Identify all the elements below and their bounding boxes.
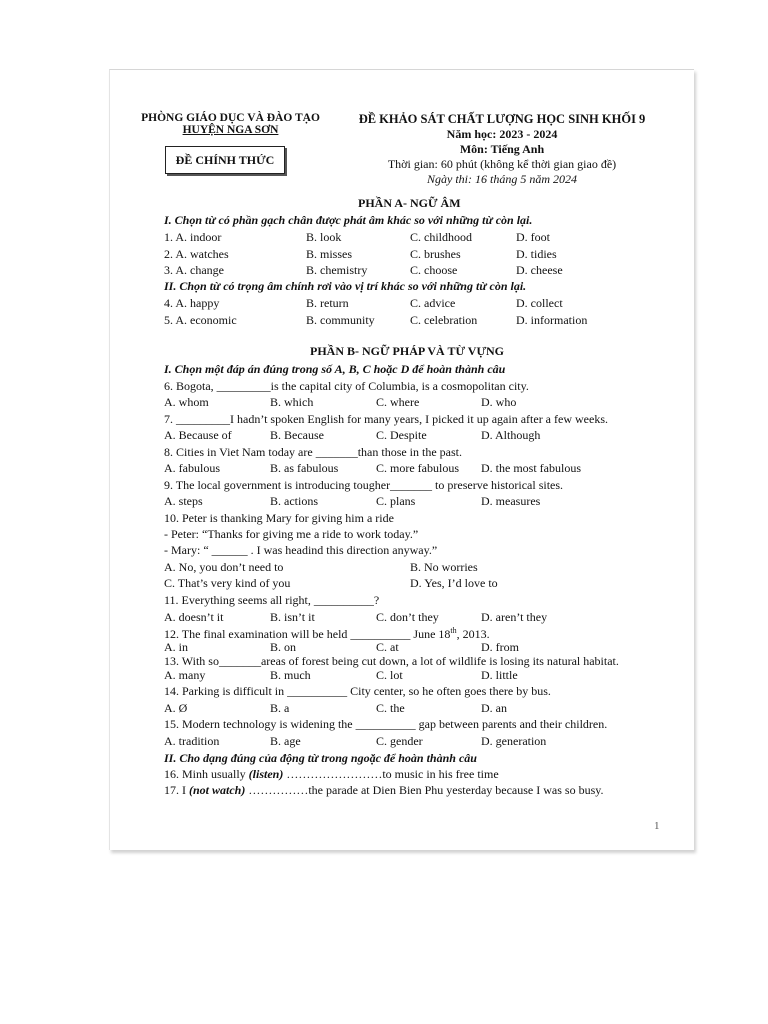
q14-option-b: B. a: [270, 701, 290, 715]
q6-option-c: C. where: [376, 395, 420, 409]
q11-option-d: D. aren’t they: [481, 610, 548, 624]
part-b-title: PHẦN B- NGỮ PHÁP VÀ TỪ VỰNG: [310, 344, 504, 358]
q10-option-d: D. Yes, I’d love to: [410, 576, 498, 590]
q14-option-c: C. the: [376, 701, 405, 715]
q15-option-c: C. gender: [376, 734, 423, 748]
question-11: 11. Everything seems all right, __________?: [164, 593, 380, 607]
q12-option-c: C. at: [376, 640, 399, 654]
question-17-blank: ……………the parade at Dien Bien Phu yesterday because I was so busy.: [245, 783, 604, 797]
question-6: 6. Bogota, _________is the capital city of Columbia, is a cosmopolitan city.: [164, 379, 529, 393]
school-year: Năm học: 2023 - 2024: [446, 127, 558, 141]
q5-option-a: 5. A. economic: [164, 313, 237, 327]
q11-option-c: C. don’t they: [376, 610, 439, 624]
exam-page: [109, 69, 694, 850]
question-17-text: 17. I: [164, 783, 189, 797]
q7-option-d: D. Although: [481, 428, 541, 442]
question-14: 14. Parking is difficult in __________ City center, so he often goes there by bus.: [164, 684, 551, 698]
question-16-text: 16. Minh usually: [164, 767, 249, 781]
question-17: [164, 783, 603, 798]
q13-option-b: B. much: [270, 668, 311, 682]
question-12-year: , 2013.: [456, 627, 490, 641]
page-number: 1: [654, 820, 660, 832]
q10-option-b: B. No worries: [410, 560, 478, 574]
q2-option-c: C. brushes: [410, 247, 461, 261]
q5-option-c: C. celebration: [410, 313, 478, 327]
question-16-blank: ……………………to music in his free time: [283, 767, 499, 781]
official-label: ĐỀ CHÍNH THỨC: [175, 152, 275, 167]
part-a-title: PHẦN A- NGỮ ÂM: [358, 196, 461, 210]
q1-option-b: B. look: [306, 230, 342, 244]
q4-option-b: B. return: [306, 296, 349, 310]
part-a-instruction-1: I. Chọn từ có phần gạch chân được phát âm khác so với những từ còn lại.: [164, 213, 533, 227]
department-line-1: PHÒNG GIÁO DỤC VÀ ĐÀO TẠO: [141, 112, 320, 124]
q6-option-d: D. who: [481, 395, 517, 409]
q7-option-c: C. Despite: [376, 428, 427, 442]
q1-option-d: D. foot: [516, 230, 550, 244]
q12-option-b: B. on: [270, 640, 297, 654]
q9-option-a: A. steps: [164, 494, 203, 508]
part-b-instruction-1: I. Chọn một đáp án đúng trong số A, B, C hoặc D để hoàn thành câu: [164, 362, 506, 376]
q14-option-d: D. an: [481, 701, 507, 715]
q15-option-b: B. age: [270, 734, 301, 748]
q8-option-b: B. as fabulous: [270, 461, 339, 475]
subject: Môn: Tiếng Anh: [459, 142, 545, 156]
q6-option-b: B. which: [270, 395, 314, 409]
question-13: 13. With so_______areas of forest being cut down, a lot of wildlife is losing its natural habitat.: [164, 654, 619, 668]
q12-option-a: A. in: [164, 640, 188, 654]
question-12-text: 12. The final examination will be held __________ June 18: [164, 627, 451, 641]
q10-option-c: C. That’s very kind of you: [164, 576, 291, 590]
q2-option-b: B. misses: [306, 247, 353, 261]
q5-option-b: B. community: [306, 313, 375, 327]
q3-option-b: B. chemistry: [306, 263, 368, 277]
question-16-verb: (listen): [248, 767, 284, 781]
exam-title: ĐỀ KHẢO SÁT CHẤT LƯỢNG HỌC SINH KHỐI 9: [358, 112, 646, 126]
exam-header: [342, 112, 662, 187]
q2-option-a: 2. A. watches: [164, 247, 229, 261]
q14-option-a: A. Ø: [164, 701, 188, 715]
q8-option-c: C. more fabulous: [376, 461, 459, 475]
q13-option-c: C. lot: [376, 668, 403, 682]
department-name: [138, 112, 323, 136]
question-10-peter-line: - Peter: “Thanks for giving me a ride to work today.”: [164, 527, 419, 541]
question-9: 9. The local government is introducing tougher_______ to preserve historical sites.: [164, 478, 564, 492]
q4-option-d: D. collect: [516, 296, 563, 310]
q3-option-d: D. cheese: [516, 263, 563, 277]
q10-option-a: A. No, you don’t need to: [164, 560, 284, 574]
q1-option-c: C. childhood: [410, 230, 472, 244]
q8-option-d: D. the most fabulous: [481, 461, 581, 475]
q4-option-a: 4. A. happy: [164, 296, 220, 310]
q13-option-d: D. little: [481, 668, 518, 682]
q5-option-d: D. information: [516, 313, 588, 327]
question-17-verb: (not watch): [189, 783, 246, 797]
question-12: [164, 626, 490, 642]
q12-option-d: D. from: [481, 640, 519, 654]
q9-option-b: B. actions: [270, 494, 318, 508]
q9-option-d: D. measures: [481, 494, 541, 508]
q2-option-d: D. tidies: [516, 247, 557, 261]
q8-option-a: A. fabulous: [164, 461, 220, 475]
q3-option-a: 3. A. change: [164, 263, 224, 277]
part-a-instruction-2: II. Chọn từ có trọng âm chính rơi vào vị trí khác so với những từ còn lại.: [164, 279, 527, 293]
q11-option-b: B. isn’t it: [270, 610, 315, 624]
q1-option-a: 1. A. indoor: [164, 230, 222, 244]
q7-option-a: A. Because of: [164, 428, 232, 442]
question-10-mary-line: - Mary: “ ______ . I was headind this direction anyway.”: [164, 543, 438, 557]
q7-option-b: B. Because: [270, 428, 324, 442]
part-b-instruction-2: II. Cho dạng đúng của động từ trong ngoặc để hoàn thành câu: [164, 751, 477, 765]
q13-option-a: A. many: [164, 668, 206, 682]
question-12-superscript: th: [450, 626, 457, 635]
q15-option-a: A. tradition: [164, 734, 220, 748]
q15-option-d: D. generation: [481, 734, 547, 748]
exam-time: Thời gian: 60 phút (không kể thời gian giao đề): [387, 157, 617, 171]
exam-date: Ngày thi: 16 tháng 5 năm 2024: [427, 172, 577, 186]
question-16: [164, 767, 499, 782]
q6-option-a: A. whom: [164, 395, 209, 409]
official-exam-box: [165, 146, 285, 174]
q11-option-a: A. doesn’t it: [164, 610, 224, 624]
department-line-2: HUYỆN NGA SƠN: [182, 124, 279, 136]
question-8: 8. Cities in Viet Nam today are _______than those in the past.: [164, 445, 463, 459]
q9-option-c: C. plans: [376, 494, 416, 508]
q3-option-c: C. choose: [410, 263, 458, 277]
question-7: 7. _________I hadn’t spoken English for many years, I picked it up again after a few weeks.: [164, 412, 608, 426]
question-15: 15. Modern technology is widening the __________ gap between parents and their children.: [164, 717, 608, 731]
question-10: 10. Peter is thanking Mary for giving him a ride: [164, 511, 394, 525]
q4-option-c: C. advice: [410, 296, 456, 310]
